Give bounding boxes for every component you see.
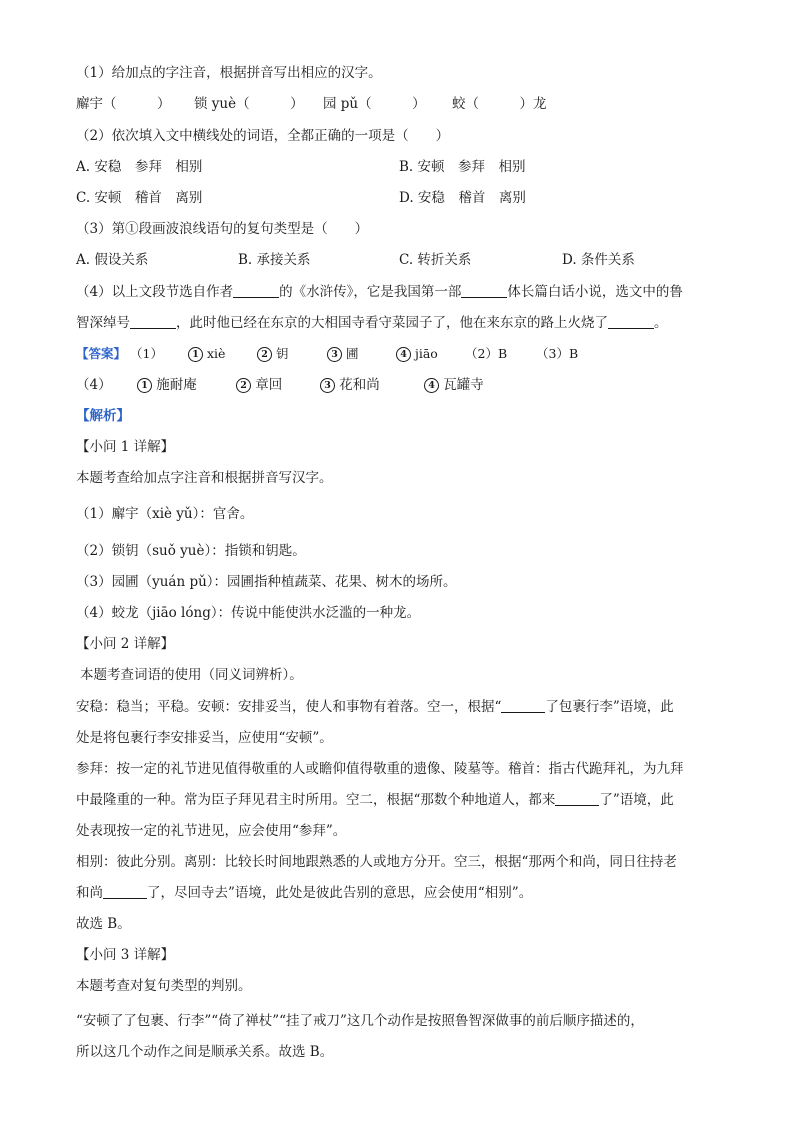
circled-number: 3 [327, 347, 342, 362]
answer-part-1: （1） [130, 346, 163, 361]
answer-part-3: （3）B [536, 346, 579, 361]
answer-1-item-2: 2 钥 [257, 344, 289, 364]
answer-4-item-4: 4 瓦罐寺 [424, 375, 484, 395]
circled-number: 4 [424, 378, 439, 393]
q2-option-b: B. 安顿 参拜 相别 [399, 159, 526, 175]
q4-line2-c: 。 [654, 315, 668, 331]
circled-number: 1 [188, 347, 203, 362]
q3-options [76, 250, 776, 270]
sub3-p1: “安顿了了包裹、行李”“倚了禅杖”“挂了戒刀”这几个动作是按照鲁智深做事的前后顺序描述的， [76, 1013, 644, 1029]
q4-line1-a: （4）以上文段节选自作者 [76, 284, 234, 300]
q4-line1-c: 体长篇白话小说，选文中的鲁 [507, 284, 683, 300]
q1-title: （1）给加点的字注音，根据拼音写出相应的汉字。 [76, 65, 382, 81]
sub3-heading: 【小问 3 详解】 [76, 947, 175, 963]
sub2-heading: 【小问 2 详解】 [76, 636, 175, 652]
answer-part-2: （2）B [465, 346, 508, 361]
blank [103, 884, 147, 899]
q4-line2 [76, 313, 668, 333]
sub1-line-3: （3）园圃（yuán pǔ）：园圃指种植蔬菜、花果、树木的场所。 [76, 574, 457, 590]
blank [501, 698, 545, 713]
blank [555, 791, 599, 806]
sub2-p2-line1: 参拜：按一定的礼节进见值得敬重的人或瞻仰值得敬重的遗像、陵墓等。稽首：指古代跪拜礼，为九拜 [76, 761, 684, 777]
blank-3 [130, 314, 176, 329]
q3-title: （3）第①段画波浪线语句的复句类型是（ ） [76, 221, 369, 237]
blank-2 [461, 283, 507, 298]
q3-option-c: C. 转折关系 [399, 252, 472, 268]
answer-row-1 [76, 344, 776, 364]
q2-title: （2）依次填入文中横线处的词语，全都正确的一项是（ ） [76, 128, 450, 144]
sub1-line-4: （4）蛟龙（jiāo lóng）：传说中能使洪水泛滥的一种龙。 [76, 605, 421, 621]
q3-option-b: B. 承接关系 [238, 252, 311, 268]
q1-items [76, 94, 776, 114]
answer-label: 【答案】 [76, 346, 127, 361]
q3-option-a: A. 假设关系 [76, 252, 149, 268]
sub1-line-2: （2）锁钥（suǒ yuè）：指锁和钥匙。 [76, 543, 306, 559]
blank-1 [233, 283, 279, 298]
answer-1-item-4: 4 jiāo [396, 344, 438, 364]
answer-row-2 [76, 375, 776, 395]
q1-item-1: 廨宇（ ） [76, 96, 171, 112]
q4-line2-a: 智深绰号 [76, 315, 130, 331]
circled-number: 1 [137, 378, 152, 393]
q1-item-4: 蛟（ ）龙 [452, 96, 547, 112]
q4-line1-b: 的《水浒传》，它是我国第一部 [279, 284, 462, 300]
answer-4-item-3: 3 花和尚 [320, 375, 380, 395]
answer-4-item-1: 1 施耐庵 [137, 375, 197, 395]
sub2-p1-line2: 处是将包裹行李安排妥当，应使用“安顿”。 [76, 730, 333, 746]
sub2-p1-line1: 安稳：稳当；平稳。安顿：安排妥当，使人和事物有着落。空一，根据“ 了包裹行李”语境，此 [76, 699, 674, 715]
q1-item-3: 园 pǔ（ ） [323, 96, 426, 112]
q4-line2-b: ，此时他已经在东京的大相国寺看守菜园子了，他在来东京的路上火烧了 [176, 315, 608, 331]
sub2-intro: 本题考查词语的使用（同义词辨析）。 [80, 667, 303, 683]
q2-option-c: C. 安顿 稽首 离别 [76, 190, 203, 206]
sub3-p2: 所以这几个动作之间是顺承关系。故选 B。 [76, 1044, 334, 1060]
circled-number: 4 [396, 347, 411, 362]
sub2-p3-line2: 和尚 了，尽回寺去”语境，此处是彼此告别的意思，应会使用“相别”。 [76, 885, 533, 901]
q1-item-2: 锁 yuè（ ） [194, 96, 304, 112]
q2-options-row2 [76, 188, 776, 208]
q2-option-a: A. 安稳 参拜 相别 [76, 159, 203, 175]
answer-1-item-3: 3 圃 [327, 344, 359, 364]
circled-number: 2 [236, 378, 251, 393]
blank-4 [608, 314, 654, 329]
answer-1-item-1: 1 xiè [188, 344, 225, 364]
q3-option-d: D. 条件关系 [562, 252, 635, 268]
sub1-heading: 【小问 1 详解】 [76, 439, 175, 455]
q2-options-row1 [76, 157, 776, 177]
sub2-p2-line2: 中最隆重的一种。常为臣子拜见君主时所用。空二，根据“那数个种地道人，都来 了”语境，此 [76, 792, 674, 808]
sub2-conclusion: 故选 B。 [76, 916, 131, 932]
q2-option-d: D. 安稳 稽首 离别 [399, 190, 526, 206]
circled-number: 3 [320, 378, 335, 393]
sub2-p3-line1: 相别：彼此分别。离别：比较长时间地跟熟悉的人或地方分开。空三，根据“那两个和尚，同日往持老 [76, 854, 677, 870]
answer-part-4: （4） [76, 377, 112, 393]
answer-4-item-2: 2 章回 [236, 375, 282, 395]
sub1-intro: 本题考查给加点字注音和根据拼音写汉字。 [76, 470, 333, 486]
q4-line1 [76, 282, 683, 302]
sub3-intro: 本题考查对复句类型的判别。 [76, 978, 252, 994]
sub1-line-1: （1）廨宇（xiè yǔ）：官舍。 [76, 506, 254, 522]
analysis-label: 【解析】 [76, 408, 130, 424]
sub2-p2-line3: 处表现按一定的礼节进见，应会使用“参拜”。 [76, 823, 347, 839]
circled-number: 2 [257, 347, 272, 362]
